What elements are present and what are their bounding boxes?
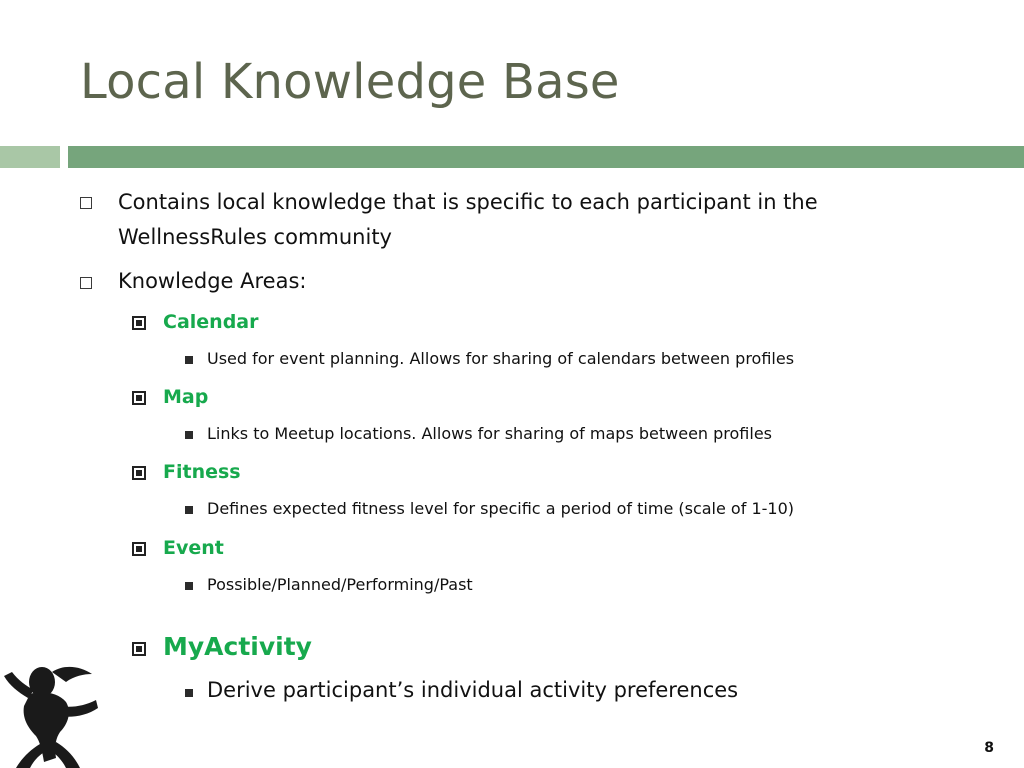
filled-square-bullet-icon [132,542,146,556]
filled-square-bullet-icon [132,466,146,480]
small-square-bullet-icon [185,506,193,514]
page-number: 8 [984,740,994,756]
bullet-text-contains: Contains local knowledge that is specific to each participant in the WellnessRules community [118,190,818,249]
small-square-bullet-icon [185,689,193,697]
area-detail-event: Possible/Planned/Performing/Past [207,575,473,594]
small-square-bullet-icon [185,356,193,364]
small-square-bullet-icon [185,582,193,590]
small-square-bullet-icon [185,431,193,439]
header-band-light [0,146,60,168]
area-name-myactivity: MyActivity [163,632,312,661]
filled-square-bullet-icon [132,391,146,405]
filled-square-bullet-icon [132,316,146,330]
area-name-fitness: Fitness [163,461,241,483]
filled-square-bullet-icon [132,642,146,656]
area-name-calendar: Calendar [163,311,259,333]
running-figure-icon [0,662,110,768]
area-name-map: Map [163,386,209,408]
area-detail-map: Links to Meetup locations. Allows for sharing of maps between profiles [207,424,773,443]
slide-title: Local Knowledge Base [80,54,620,110]
bullet-square-icon [80,197,92,209]
area-detail-myactivity: Derive participant’s individual activity preferences [207,678,739,702]
area-detail-calendar: Used for event planning. Allows for sharing of calendars between profiles [207,349,795,368]
area-detail-fitness: Defines expected fitness level for specific a period of time (scale of 1-10) [207,499,794,518]
header-band-dark [68,146,1024,168]
bullet-square-icon [80,277,92,289]
bullet-text-knowledge-areas: Knowledge Areas: [118,269,307,293]
area-name-event: Event [163,537,224,559]
